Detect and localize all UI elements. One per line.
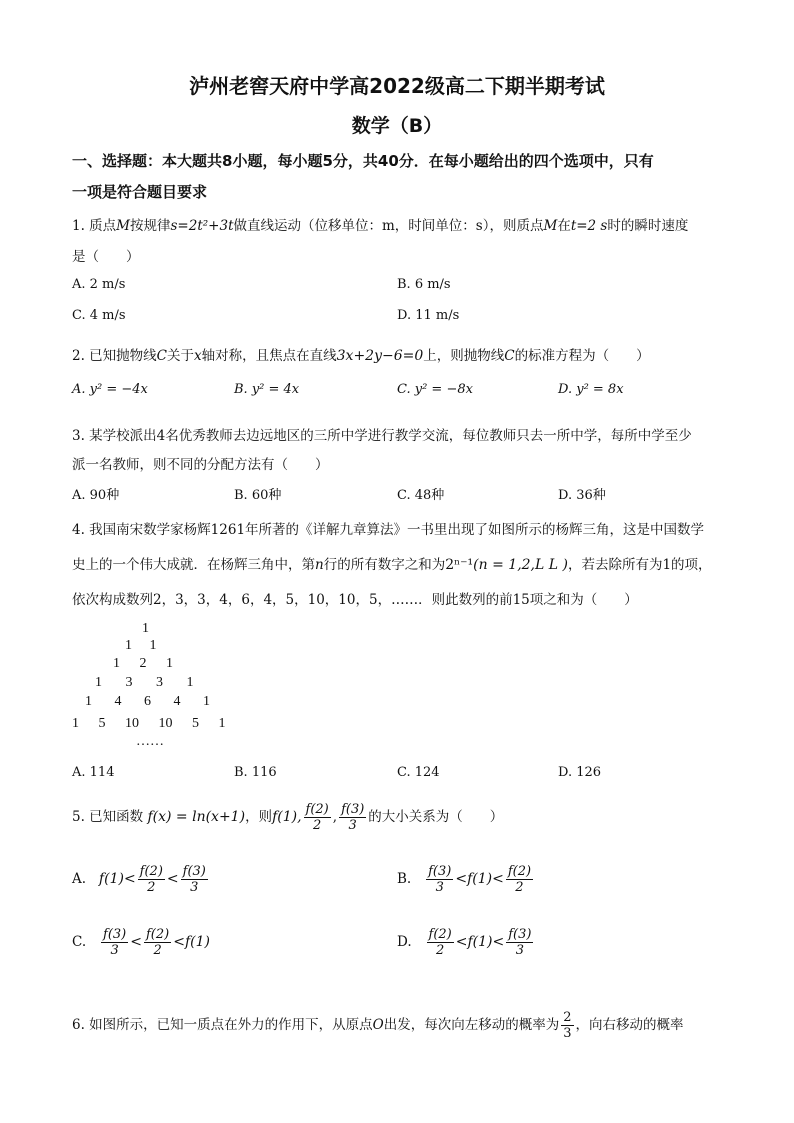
q1-stem-line1: 1. 质点M按规律s=2t²+3t做直线运动（位移单位：m，时间单位：s），则质点M在t=2 s时的瞬时速度	[72, 218, 689, 234]
frac-f2: $\frac{f(2)}{2}$	[305, 802, 329, 833]
section-heading-line1: 一、选择题：本大题共8小题，每小题5分，共40分．在每小题给出的四个选项中，只有	[72, 152, 654, 170]
q4-stem-line1: 4. 我国南宋数学家杨辉1261年所著的《详解九章算法》一书里出现了如图所示的杨辉三角，这是中国数学	[72, 522, 705, 538]
triangle-row-6: 1 5 10 10 5 1	[72, 716, 226, 731]
q1-option-a: A. 2 m/s	[72, 277, 126, 292]
q5-option-c: C. $\frac{f(3)}{3}$ < $\frac{f(2)}{2}$ <f(1)	[72, 927, 210, 958]
q4-option-c: C. 124	[397, 765, 440, 780]
q4-option-d: D. 126	[558, 765, 602, 780]
triangle-row-ellipsis: ……	[136, 734, 164, 749]
q2-option-c: C. y² = −8x	[397, 382, 473, 397]
page-subtitle: 数学（B）	[351, 115, 443, 137]
q3-option-c: C. 48种	[397, 488, 445, 503]
q1-option-d: D. 11 m/s	[397, 308, 460, 323]
q5-option-a: A. f(1)< $\frac{f(2)}{2}$ < $\frac{f(3)}{3}$	[72, 864, 206, 895]
q1-option-b: B. 6 m/s	[397, 277, 451, 292]
triangle-row-1: 1	[142, 621, 149, 636]
q2-option-b: B. y² = 4x	[234, 382, 300, 397]
q3-stem-line2: 派一名教师，则不同的分配方法有（ ）	[72, 457, 329, 473]
q3-option-a: A. 90种	[72, 488, 120, 503]
section-heading-line2: 一项是符合题目要求	[72, 183, 208, 201]
q3-option-d: D. 36种	[558, 488, 606, 503]
q5-option-d: D. $\frac{f(2)}{2}$ <f(1)< $\frac{f(3)}{3}$	[397, 927, 532, 958]
q2-option-d: D. y² = 8x	[558, 382, 624, 397]
triangle-row-3: 1 2 1	[113, 656, 173, 671]
q3-option-b: B. 60种	[234, 488, 282, 503]
q4-option-a: A. 114	[72, 765, 115, 780]
q1-stem-line2: 是（ ）	[72, 249, 140, 265]
page-title: 泸州老窖天府中学高2022级高二下期半期考试	[189, 74, 605, 98]
q4-stem-line2: 史上的一个伟大成就．在杨辉三角中，第n行的所有数字之和为2ⁿ⁻¹(n = 1,2,L L )，若去除所有为1的项，	[72, 557, 712, 573]
q5-option-b: B. $\frac{f(3)}{3}$ <f(1)< $\frac{f(2)}{2}$	[397, 864, 532, 895]
triangle-row-5: 1 4 6 4 1	[85, 694, 210, 709]
q2-option-a: A. y² = −4x	[72, 382, 148, 397]
q1-option-c: C. 4 m/s	[72, 308, 126, 323]
q5-stem: 5. 已知函数 f(x) = ln(x+1)，则f(1), $\frac{f(2)}{2}$ , $\frac{f(3)}{3}$ 的大小关系为（ ）	[72, 802, 504, 833]
frac-f3: $\frac{f(3)}{3}$	[341, 802, 365, 833]
triangle-row-2: 1 1	[125, 638, 157, 653]
q2-stem: 2. 已知抛物线C关于x轴对称，且焦点在直线3x+2y−6=0上，则抛物线C的标准方程为（ ）	[72, 348, 650, 364]
q6-stem: 6. 如图所示，已知一质点在外力的作用下，从原点O出发，每次向左移动的概率为 $\frac{2}{3}$ ，向右移动的概率	[72, 1010, 684, 1041]
q3-stem-line1: 3. 某学校派出4名优秀教师去边远地区的三所中学进行教学交流，每位教师只去一所中学，每所中学至少	[72, 428, 692, 444]
q4-stem-line3: 依次构成数列2，3，3，4，6，4，5，10，10，5，……．则此数列的前15项之和为（ ）	[72, 592, 638, 608]
triangle-row-4: 1 3 3 1	[95, 675, 194, 690]
q4-option-b: B. 116	[234, 765, 277, 780]
